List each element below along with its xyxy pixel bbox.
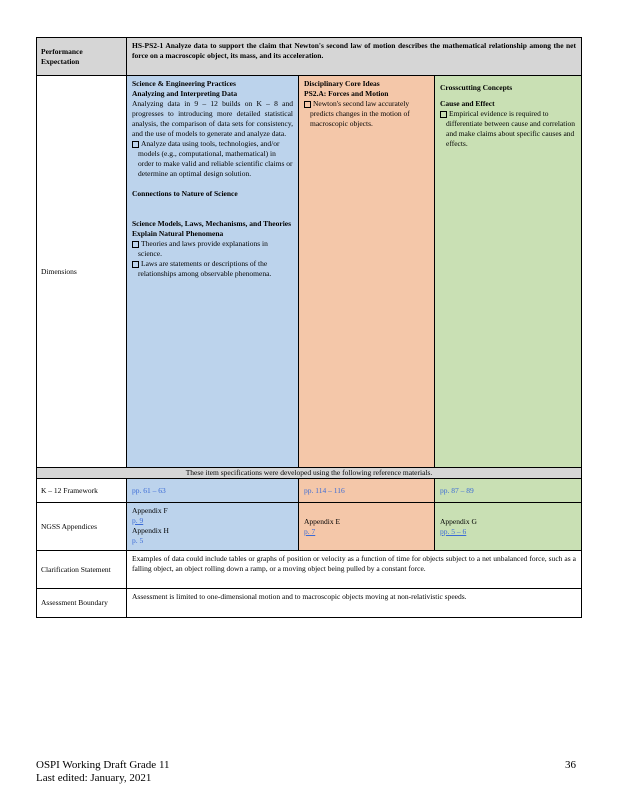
row-label-ngss-appendices: NGSS Appendices [37,503,127,550]
k12-ccc-cell [435,479,581,502]
ngss-sep-cell [127,503,299,550]
bullet-box-icon [132,141,139,148]
ccc-subheading: Cause and Effect [440,99,495,108]
bullet-box-icon [132,261,139,268]
row-label-performance-expectation: Performance Expectation [37,38,127,75]
bullet-box-icon [440,111,447,118]
k12-dci-cell [299,479,435,502]
sep-bullet [132,139,293,179]
dci-subheading: PS2.A: Forces and Motion [304,89,389,98]
ccc-heading: Crosscutting Concepts [440,83,513,92]
assessment-boundary-row [37,589,581,617]
bullet-box-icon [132,241,139,248]
footer-last-edited: Last edited: January, 2021 [36,772,152,784]
k12-sep-cell [127,479,299,502]
dimensions-row [37,76,581,468]
performance-expectation-row [37,38,581,76]
k12-sep-link[interactable]: pp. 61 – 63 [132,485,166,495]
dci-column [299,76,435,467]
assessment-boundary-text: Assessment is limited to one-dimensional motion and to macroscopic objects moving at non-relativistic speeds. [132,592,467,601]
dci-heading: Disciplinary Core Ideas [304,79,380,88]
performance-expectation-text [127,38,581,75]
connections-heading: Connections to Nature of Science [132,189,238,198]
ccc-column [435,76,581,467]
ngss-ccc-appendix: Appendix G [440,516,477,526]
bullet-box-icon [304,101,311,108]
ngss-dci-appendix-link[interactable]: p. 7 [304,526,316,536]
page-number: 36 [565,759,576,771]
ngss-dci-appendix: Appendix E [304,516,341,526]
ngss-sep-appendix-h-link[interactable]: p. 5 [132,536,144,545]
ngss-ccc-appendix-link[interactable]: pp. 5 – 6 [440,526,467,536]
ccc-bullet-text: Empirical evidence is required to differentiate between cause and correlation and make claims about specific causes and effects. [446,109,575,148]
reference-note: These item specifications were developed using the following reference materials. [37,468,581,479]
clarification-row [37,551,581,589]
row-label-dimensions: Dimensions [37,76,127,467]
ngss-appendices-row [37,503,581,551]
ngss-sep-appendix-f-link[interactable]: p. 9 [132,516,144,525]
ngss-sep-appendix-f: Appendix F [132,506,168,515]
sep-bullet-3-text: Laws are statements or descriptions of the relationships among observable phenomena. [138,259,272,278]
k12-framework-row [37,479,581,503]
page-footer [36,759,170,785]
sep-subheading: Analyzing and Interpreting Data [132,89,238,98]
sep-bullet-3 [132,259,293,279]
ngss-ccc-cell [435,503,581,550]
sep-intro: Analyzing data in 9 – 12 builds on K – 8 and progresses to introducing more detailed statistical analysis, the comparison of data sets for consistency, and the use of models to generate and analyze data. [132,99,293,138]
row-label-assessment-boundary: Assessment Boundary [37,589,127,617]
footer-draft-label: OSPI Working Draft Grade 11 [36,759,170,771]
sep-heading: Science & Engineering Practices [132,79,236,88]
item-specification-table [36,37,582,618]
sep-column [127,76,299,467]
clarification-text: Examples of data could include tables or graphs of position or velocity as a function of time for objects subject to a net unbalanced force, such as a falling object, an object rolling down a ramp, or a moving object being pulled by a constant force. [132,554,576,573]
ngss-sep-appendix-h: Appendix H [132,526,169,535]
k12-dci-link[interactable]: pp. 114 – 116 [304,485,345,495]
models-heading: Science Models, Laws, Mechanisms, and Theories Explain Natural Phenomena [132,219,292,238]
k12-ccc-link[interactable]: pp. 87 – 89 [440,485,474,495]
row-label-k12-framework: K – 12 Framework [37,479,127,502]
sep-bullet-2-text: Theories and laws provide explanations in science. [138,239,268,258]
sep-bullet-text: Analyze data using tools, technologies, and/or models (e.g., computational, mathematical) in order to make valid and reliable scientific claims or determine an optimal design solution. [138,139,293,178]
ngss-dci-cell [299,503,435,550]
row-label-clarification: Clarification Statement [37,551,127,588]
pe-statement: HS-PS2-1 Analyze data to support the claim that Newton's second law of motion describes the mathematical relationship among the net force on a macroscopic object, its mass, and its acceleration. [132,41,576,60]
dci-bullet [304,99,429,129]
sep-bullet-2 [132,239,293,259]
ccc-bullet [440,109,576,149]
dci-bullet-text: Newton's second law accurately predicts changes in the motion of macroscopic objects. [310,99,410,128]
